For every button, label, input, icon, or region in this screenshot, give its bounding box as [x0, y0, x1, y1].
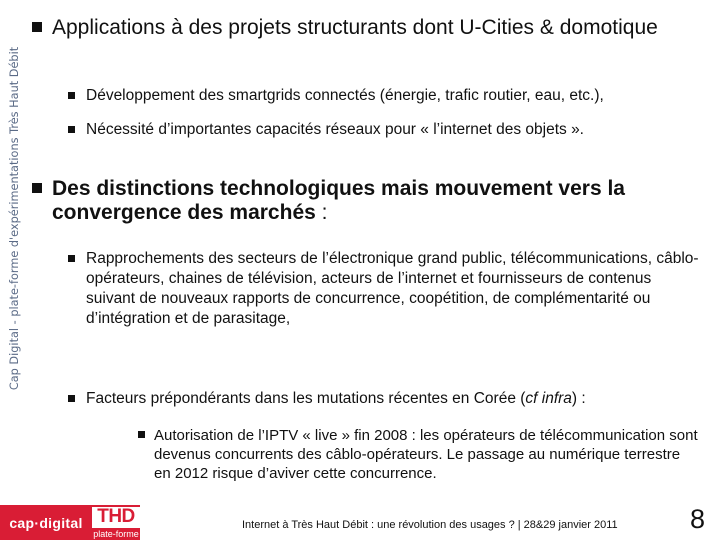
square-bullet-icon: [68, 126, 75, 133]
square-bullet-icon: [32, 183, 42, 193]
bullet-facteurs-text: [86, 389, 586, 409]
square-bullet-icon: [32, 22, 42, 32]
footer-caption: Internet à Très Haut Débit : une révolution des usages ? | 28&29 janvier 2011: [242, 519, 618, 531]
square-bullet-icon: [68, 395, 75, 402]
thd-logo: [92, 507, 140, 540]
bullet-smartgrids-text: Développement des smartgrids connectés (énergie, trafic routier, eau, etc.),: [86, 87, 604, 104]
bullet-applications-text: Applications à des projets structurants dont U-Cities & domotique: [52, 16, 658, 39]
square-bullet-icon: [138, 431, 145, 438]
bullet-convergence-suffix: :: [315, 201, 328, 224]
side-label-text: Cap Digital - plate-forme d'expérimentations Très Haut Débit: [8, 46, 22, 390]
bullet-convergence: [32, 177, 704, 225]
vertical-side-label: [4, 0, 26, 436]
cap-digital-logo-text: cap·digital: [9, 514, 83, 531]
bullet-facteurs: [68, 389, 700, 409]
facteurs-after: ) :: [571, 390, 586, 407]
thd-logo-text: THD: [97, 506, 135, 527]
bullet-rapprochements-text: Rapprochements des secteurs de l’électronique grand public, télécommunications, câblo-opérateurs, chaines de télévision, acteurs de l’internet et fournisseurs de contenus suivant de nouveaux rapports de concurrence, coopétition, de complémentarité ou d’intégration et de parasitage,: [86, 250, 699, 327]
square-bullet-icon: [68, 92, 75, 99]
bullet-iptv: [138, 426, 698, 483]
bullet-applications: [32, 16, 704, 40]
page-number: 8: [690, 504, 706, 534]
bullet-convergence-strong: Des distinctions technologiques mais mouvement vers la convergence des marchés: [52, 177, 625, 224]
bullet-smartgrids: [68, 86, 708, 106]
facteurs-before: Facteurs prépondérants dans les mutations récentes en Corée (: [86, 390, 526, 407]
bullet-rapprochements: [68, 249, 700, 329]
bullet-network-capacity: [68, 120, 708, 140]
bullet-network-capacity-text: Nécessité d’importantes capacités réseaux pour « l’internet des objets ».: [86, 121, 584, 138]
bullet-iptv-text: Autorisation de l’IPTV « live » fin 2008 : les opérateurs de télécommunication sont devenus concurrents des câblo-opérateurs. Le passage au numérique terrestre en 2012 risque d’aviver cette concurrence.: [154, 427, 698, 482]
bullet-convergence-text: [52, 177, 704, 225]
square-bullet-icon: [68, 255, 75, 262]
thd-logo-subtext: plate-forme: [93, 529, 139, 539]
facteurs-italic: cf infra: [525, 390, 572, 407]
